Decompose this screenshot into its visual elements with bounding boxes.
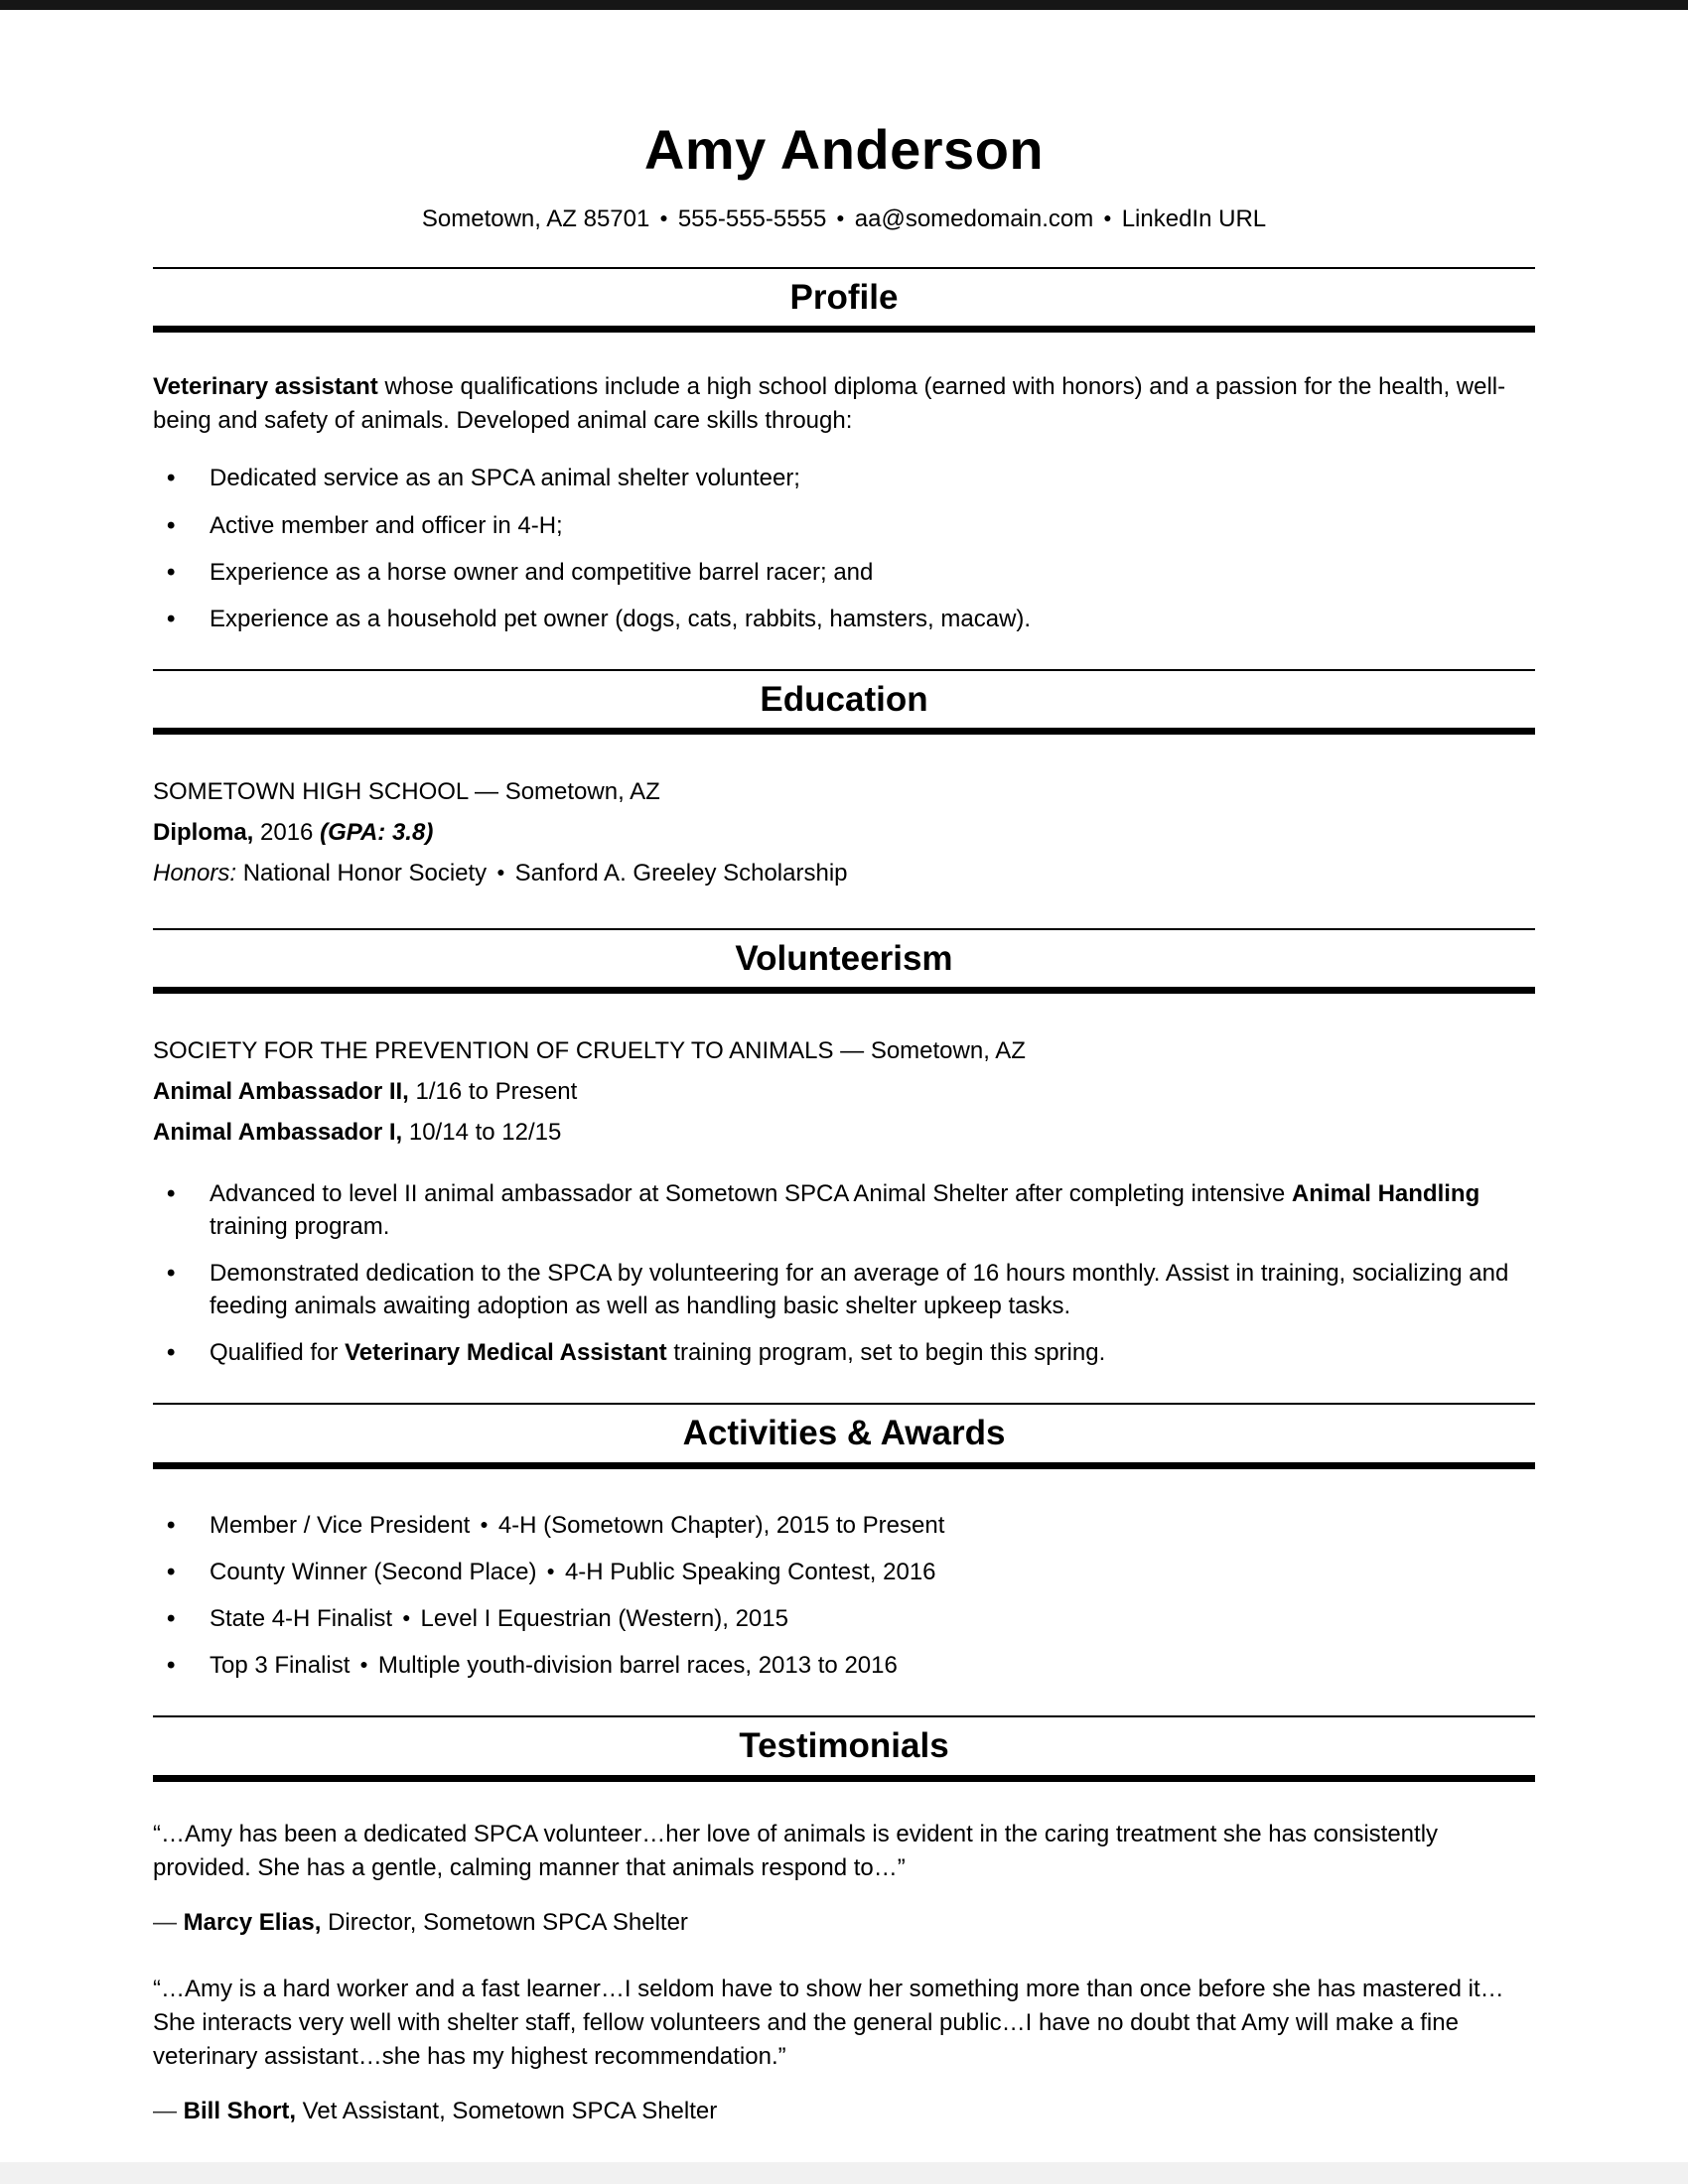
resume-name: Amy Anderson [643,118,1045,181]
list-item [153,509,1535,542]
bullet-text: Level I Equestrian (Western), 2015 [420,1604,788,1632]
volunteer-role [153,1072,1535,1113]
education-honors [153,854,1535,894]
section-volunteerism [153,928,1535,1369]
page-bottom-edge [0,2162,1688,2184]
list-item [153,603,1535,635]
contact-separator: ● [659,208,668,225]
honors-right: Sanford A. Greeley Scholarship [514,859,848,887]
attribution-dash: — [153,2098,184,2125]
attribution-name: Marcy Elias, [183,1908,322,1936]
contact-line [153,205,1535,233]
list-item [153,1177,1535,1243]
degree-year: 2016 [253,819,321,847]
testimonial-quote: “…Amy has been a dedicated SPCA volunteer…her love of animals is evident in the caring treatment she has consistently provided. She has a gentle, calming manner that animals respond to…” [153,1820,1439,1881]
bullet-text: Active member and officer in 4-H; [210,511,563,539]
bullet-text: County Winner (Second Place) [210,1558,537,1585]
list-item [153,1556,1535,1588]
divider-thick [153,1775,1535,1782]
resume-page [153,118,1535,2125]
degree-gpa: (GPA: 3.8) [320,819,434,847]
section-profile [153,267,1535,635]
list-item [153,462,1535,494]
bullet-text: Experience as a household pet owner (dogs, cats, rabbits, hamsters, macaw). [210,605,1032,632]
divider-thin [153,669,1535,671]
section-title-activities: Activities & Awards [682,1414,1006,1453]
contact-separator: ● [1103,208,1112,225]
profile-intro [153,370,1535,438]
bullet-text: Experience as a horse owner and competitive barrel racer; and [210,558,874,586]
contact-phone: 555-555-5555 [677,205,827,232]
divider-thin [153,928,1535,930]
activities-bullet-list [153,1509,1535,1682]
bullet-text: Top 3 Finalist [210,1652,351,1680]
honors-label: Honors: [153,859,237,887]
education-school [153,772,1535,813]
divider-thick [153,326,1535,333]
role-title: Animal Ambassador I, [153,1118,403,1146]
bullet-text: training program, set to begin this spring. [666,1339,1106,1367]
testimonial-item [153,1973,1535,2125]
divider-thick [153,987,1535,994]
role-dates: 10/14 to 12/15 [402,1118,562,1146]
section-title-testimonials: Testimonials [739,1726,949,1766]
attribution-role: Vet Assistant, Sometown SPCA Shelter [296,2098,718,2125]
bullet-text: Demonstrated dedication to the SPCA by volunteering for an average of 16 hours monthly. Assist in training, socializing and feeding animals awaiting adoption as well as handling basic shelter upkeep tasks. [210,1259,1509,1319]
attribution-dash: — [153,1908,184,1936]
divider-thick [153,1462,1535,1469]
contact-separator: ● [836,208,845,225]
attribution-role: Director, Sometown SPCA Shelter [321,1908,688,1936]
contact-location: Sometown, AZ 85701 [421,205,650,232]
attribution-name: Bill Short, [183,2098,297,2125]
bullet-bold: Animal Handling [1291,1179,1480,1207]
bullet-text: Multiple youth-division barrel races, 2013 to 2016 [377,1652,898,1680]
list-item [153,1509,1535,1542]
divider-thick [153,728,1535,735]
item-separator: ● [359,1656,368,1673]
list-item [153,1602,1535,1635]
role-dates: 1/16 to Present [408,1078,578,1106]
section-title-volunteerism: Volunteerism [735,938,953,978]
item-separator: ● [480,1515,489,1532]
divider-thin [153,1403,1535,1405]
volunteer-bullet-list [153,1177,1535,1370]
bullet-text: 4-H Public Speaking Contest, 2016 [564,1558,936,1585]
list-item [153,1649,1535,1682]
contact-email: aa@somedomain.com [854,205,1094,232]
school-name: SOMETOWN HIGH SCHOOL — Sometown, AZ [153,778,660,806]
testimonial-attribution [153,1909,1535,1937]
profile-intro-lead: Veterinary assistant [153,373,378,401]
role-title: Animal Ambassador II, [153,1078,409,1106]
profile-intro-rest: whose qualifications include a high school diploma (earned with honors) and a passion for the health, well-being and safety of animals. Developed animal care skills through: [153,373,1506,435]
bullet-text: 4-H (Sometown Chapter), 2015 to Present [497,1511,945,1539]
bullet-text: training program. [210,1212,390,1240]
org-name: SOCIETY FOR THE PREVENTION OF CRUELTY TO ANIMALS — Sometown, AZ [153,1037,1026,1065]
list-item [153,1257,1535,1322]
section-title-profile: Profile [789,277,899,317]
item-separator: ● [402,1608,411,1625]
honors-separator: ● [496,863,505,880]
contact-linkedin: LinkedIn URL [1121,205,1267,232]
bullet-text: State 4-H Finalist [210,1604,393,1632]
bullet-text: Member / Vice President [210,1511,471,1539]
testimonial-quote: “…Amy is a hard worker and a fast learner…I seldom have to show her something more than once before she has mastered it…She interacts very well with shelter staff, fellow volunteers and the general public…I have no doubt that Amy will make a fine veterinary assistant…she has my highest recommendation.” [153,1975,1504,2070]
section-education [153,669,1535,894]
page-top-border [0,0,1688,10]
honors-left: National Honor Society [236,859,488,887]
item-separator: ● [546,1562,555,1578]
section-activities-awards [153,1403,1535,1682]
bullet-bold: Veterinary Medical Assistant [345,1339,667,1367]
divider-thin [153,267,1535,269]
divider-thin [153,1715,1535,1717]
list-item [153,556,1535,589]
volunteer-org [153,1031,1535,1072]
volunteer-role [153,1113,1535,1154]
bullet-text: Advanced to level II animal ambassador at Sometown SPCA Animal Shelter after completing intensive [210,1179,1292,1207]
degree-label: Diploma, [153,819,254,847]
list-item [153,1336,1535,1369]
testimonial-attribution [153,2098,1535,2125]
bullet-text: Dedicated service as an SPCA animal shelter volunteer; [210,465,800,492]
section-title-education: Education [760,679,928,719]
bullet-text: Qualified for [210,1339,346,1367]
education-degree [153,813,1535,854]
profile-bullet-list [153,462,1535,634]
testimonial-item [153,1818,1535,1937]
section-testimonials [153,1715,1535,2125]
